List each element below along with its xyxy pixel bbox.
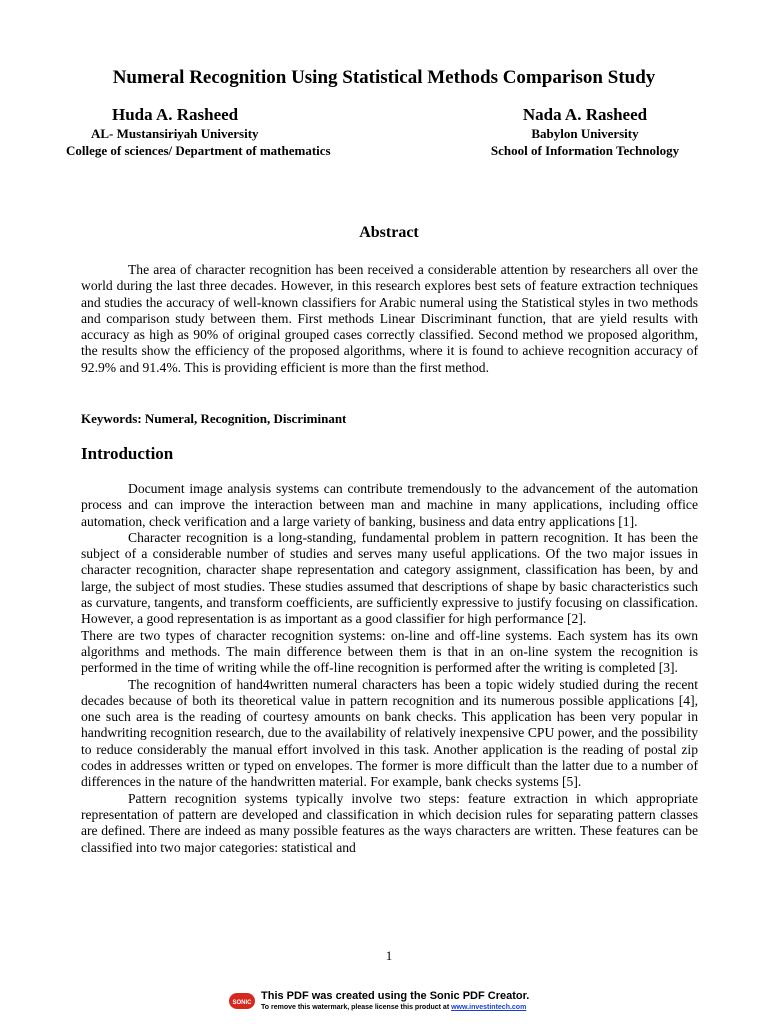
watermark-license-link[interactable]: www.investintech.com [451, 1004, 527, 1011]
author-name-2: Nada A. Rasheed [522, 105, 648, 124]
author-affiliation-1b: College of sciences/ Department of mathematics [66, 143, 331, 158]
sonic-pdf-watermark [228, 990, 558, 1014]
abstract-heading: Abstract [359, 224, 419, 241]
intro-paragraph-3: There are two types of character recognition systems: on-line and off-line systems. Each system has its own algorithms and methods. The main difference between them is that in an on-line system the recognition is performed in the time of writing while the off-line recognition is performed after the writing is completed [3]. [81, 627, 698, 676]
keywords-line: Keywords: Numeral, Recognition, Discriminant [81, 411, 347, 426]
sonic-logo-text: SONIC [232, 1000, 252, 1006]
author-affiliation-2b: School of Information Technology [490, 143, 680, 158]
intro-paragraph-2: Character recognition is a long-standing, fundamental problem in pattern recognition. It has been the subject of a considerable number of studies and serves many useful applications. Of the two major issues in character recognition, character shape representation and category assignment, classification has been, by and large, the subject of most studies. These studies assumed that descriptions of shape by basic characteristics such as curvature, tangents, and transform coefficients, are sufficiently expressive to justify focusing on classification. However, a good representation is as important as a good classifier for high performance [2]. [81, 529, 698, 627]
sonic-logo-icon [228, 990, 256, 1012]
author-affiliation-1a: AL- Mustansiriyah University [91, 126, 259, 141]
page-number: 1 [385, 948, 393, 963]
watermark-line-2 [261, 1003, 526, 1012]
author-affiliation-2a: Babylon University [531, 126, 639, 141]
watermark-line-1 [261, 990, 529, 1003]
author-name-1: Huda A. Rasheed [112, 105, 239, 124]
watermark-brand: Sonic PDF Creator [429, 990, 527, 1002]
intro-paragraph-1: Document image analysis systems can contribute tremendously to the advancement of the automation process and can improve the interaction between man and machine in many applications, including office automation, check verification and a large variety of banking, business and data entry applications [1]. [81, 481, 698, 529]
intro-paragraph-5: Pattern recognition systems typically involve two steps: feature extraction in which appropriate representation of pattern are developed and classification in which decision rules for separating pattern classes are defined. There are indeed as many possible features as the ways characters are written. These features can be classified into two major categories: statistical and [81, 790, 698, 855]
watermark-line-1-prefix: This PDF was created using the [261, 990, 430, 1002]
introduction-body [81, 481, 698, 856]
introduction-heading: Introduction [81, 444, 174, 463]
abstract-paragraph: The area of character recognition has been received a considerable attention by researchers all over the world during the last three decades. However, in this research explores best sets of feature extraction techniques and studies the accuracy of well-known classifiers for Arabic numeral using the Statistical styles in two methods and comparison study between them. First methods Linear Discriminant function, that are yield results with accuracy as high as 90% of original grouped cases correctly classified. Second method we proposed algorithm, the results show the efficiency of the proposed algorithms, where it is found to achieve recognition accuracy of 92.9% and 91.4%. This is providing efficient is more than the first method. [81, 262, 698, 375]
intro-paragraph-4: The recognition of hand4written numeral characters has been a topic widely studied during the recent decades because of both its theoretical value in pattern recognition and its numerous possible applications [4], one such area is the reading of courtesy amounts on bank checks. This application has been very popular in handwriting recognition research, due to the availability of relatively inexpensive CPU power, and the possibility to reduce considerably the manual effort involved in this task. Another application is the reading of postal zip codes in addresses written or typed on envelopes. The former is more difficult than the latter due to a number of differences in the nature of the handwritten material. For example, bank checks systems [5]. [81, 676, 698, 790]
paper-title: Numeral Recognition Using Statistical Methods Comparison Study [112, 67, 656, 88]
watermark-line-2-prefix: To remove this watermark, please license this product at [261, 1004, 452, 1011]
watermark-line-1-suffix: . [526, 990, 530, 1002]
author-block-1 [66, 105, 426, 159]
abstract-body [81, 262, 698, 376]
author-block-2 [455, 105, 715, 159]
